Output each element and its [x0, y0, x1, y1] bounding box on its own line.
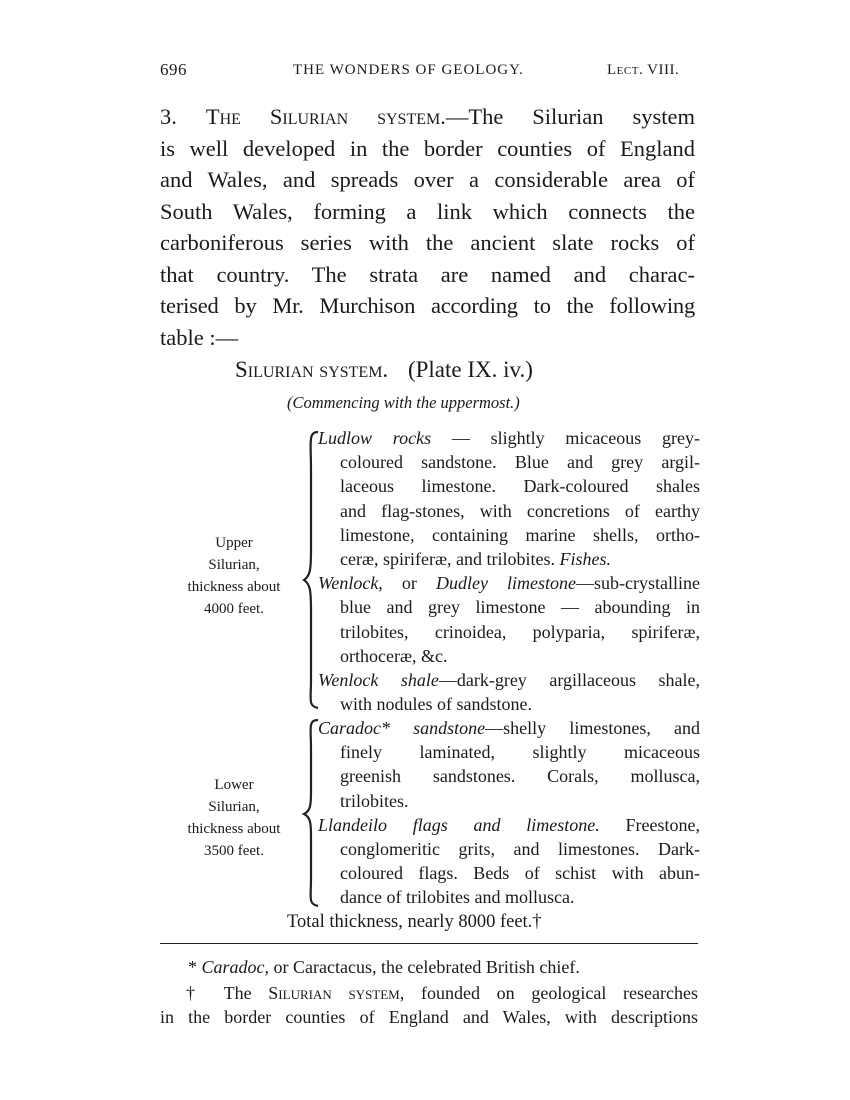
table-subtitle: (Commencing with the uppermost.)	[287, 393, 520, 412]
paragraph-line: South Wales, forming a link which connects the	[160, 198, 695, 224]
table-line: Wenlock, or Dudley limestone—sub-crystalline	[318, 573, 700, 594]
side-label-line: Lower	[214, 777, 254, 793]
footnote-rule	[160, 943, 698, 944]
table-line: with nodules of sandstone.	[340, 694, 532, 715]
total-thickness: Total thickness, nearly 8000 feet.†	[287, 912, 542, 932]
side-label-line: 4000 feet.	[204, 601, 264, 617]
running-title: THE WONDERS OF GEOLOGY.	[293, 62, 524, 78]
footnote-line: * Caradoc, or Caractacus, the celebrated British chief.	[188, 957, 580, 977]
paragraph-line: carboniferous series with the ancient slate rocks of	[160, 230, 695, 255]
upper-silurian-label	[164, 532, 304, 620]
table-line: trilobites.	[340, 790, 409, 811]
table-line: Wenlock shale—dark-grey argillaceous shale,	[318, 670, 700, 690]
side-label-line: thickness about	[187, 821, 281, 837]
lower-silurian-label	[164, 774, 304, 862]
paragraph-line: that country. The strata are named and charac-	[160, 261, 695, 287]
table-line: dance of trilobites and mollusca.	[340, 887, 575, 908]
table-line: and flag-stones, with concretions of earthy	[340, 500, 700, 521]
table-line: Caradoc* sandstone—shelly limestones, and	[318, 718, 700, 738]
table-line: coloured flags. Beds of schist with abun-	[340, 863, 700, 884]
table-line: ceræ, spiriferæ, and trilobites. Fishes.	[340, 549, 611, 569]
paragraph-line: is well developed in the border counties of England	[160, 135, 695, 161]
footnote-line: † The Silurian system, founded on geological researches	[186, 983, 698, 1003]
table-line: coloured sandstone. Blue and grey argil-	[340, 452, 700, 473]
side-label-line: thickness about	[187, 579, 281, 595]
lower-brace	[302, 718, 326, 908]
table-line: Llandeilo flags and limestone. Freestone,	[318, 814, 700, 835]
table-line: finely laminated, slightly micaceous	[340, 742, 700, 763]
plate-reference: (Plate IX. iv.)	[407, 357, 533, 382]
footnote-line: in the border counties of England and Wales, with descriptions	[160, 1007, 698, 1027]
upper-brace	[302, 430, 326, 710]
table-line: orthoceræ, &c.	[340, 645, 448, 666]
lecture-label: Lect. VIII.	[607, 62, 680, 78]
table-line: greenish sandstones. Corals, mollusca,	[340, 766, 700, 787]
side-label-line: Silurian,	[208, 557, 260, 573]
table-title	[235, 357, 533, 383]
table-line: conglomeritic grits, and limestones. Dark-	[340, 839, 700, 859]
table-line: trilobites, crinoidea, polyparia, spiriferæ,	[340, 621, 700, 642]
table-title-text: Silurian system.	[235, 357, 389, 382]
paragraph-line: table :—	[160, 324, 239, 350]
side-label-line: 3500 feet.	[204, 843, 264, 859]
table-line: blue and grey limestone — abounding in	[340, 597, 700, 618]
table-line: laceous limestone. Dark-coloured shales	[340, 476, 700, 497]
page-number: 696	[160, 60, 187, 79]
side-label-line: Upper	[215, 535, 253, 551]
paragraph-line: terised by Mr. Murchison according to the following	[160, 293, 695, 318]
table-line: limestone, containing marine shells, ortho-	[340, 524, 700, 545]
side-label-line: Silurian,	[208, 799, 260, 815]
paragraph-line: and Wales, and spreads over a considerable area of	[160, 167, 695, 192]
table-line: Ludlow rocks — slightly micaceous grey-	[318, 428, 701, 448]
paragraph-line: 3. The Silurian system.—The Silurian system	[160, 104, 695, 129]
